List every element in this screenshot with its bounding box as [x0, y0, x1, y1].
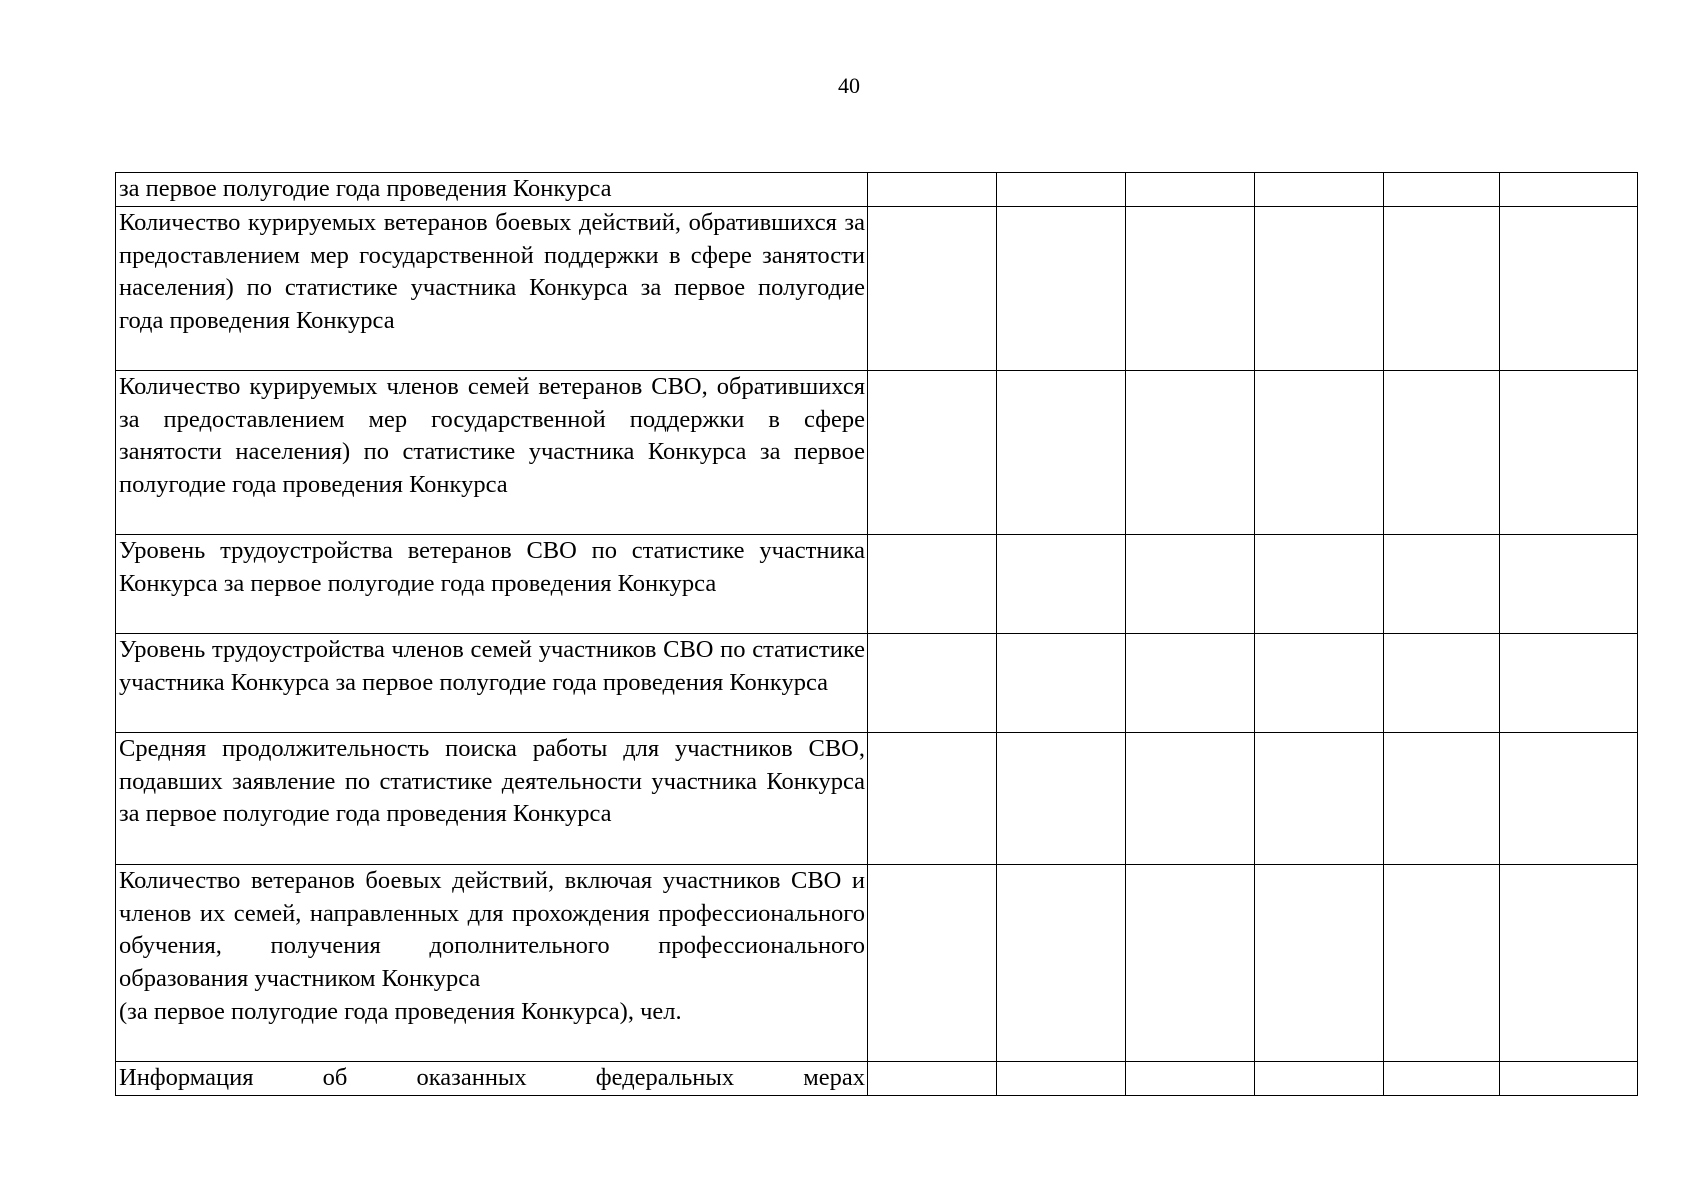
value-cell	[868, 634, 997, 733]
value-cell	[997, 173, 1126, 207]
value-cell	[1126, 535, 1255, 634]
value-cell	[1384, 1062, 1500, 1096]
value-cell	[1126, 733, 1255, 865]
table-row	[116, 173, 1638, 207]
value-cell	[868, 865, 997, 1062]
indicator-cell	[116, 733, 868, 865]
value-cell	[997, 1062, 1126, 1096]
value-cell	[997, 535, 1126, 634]
value-cell	[997, 865, 1126, 1062]
indicator-cell	[116, 1062, 868, 1096]
value-cell	[1500, 733, 1638, 865]
indicator-cell	[116, 207, 868, 371]
indicator-text: за первое полугодие года проведения Конкурса	[119, 175, 612, 202]
value-cell	[1255, 173, 1384, 207]
value-cell	[997, 733, 1126, 865]
value-cell	[1384, 371, 1500, 535]
value-cell	[1500, 1062, 1638, 1096]
indicator-text: Уровень трудоустройства членов семей участников СВО по статистике участника Конкурса за первое полугодие года проведения Конкурса	[119, 636, 865, 696]
table-row	[116, 865, 1638, 1062]
indicator-cell	[116, 173, 868, 207]
indicator-text: Количество ветеранов боевых действий, включая участников СВО и членов их семей, направленных для прохождения профессионального обучения, получения дополнительного профессионального образования участником Конкурса	[119, 867, 865, 993]
value-cell	[997, 634, 1126, 733]
value-cell	[1500, 865, 1638, 1062]
value-cell	[1255, 535, 1384, 634]
value-cell	[868, 535, 997, 634]
value-cell	[1500, 207, 1638, 371]
indicator-cell	[116, 535, 868, 634]
value-cell	[1500, 634, 1638, 733]
value-cell	[1384, 173, 1500, 207]
table-row	[116, 207, 1638, 371]
value-cell	[997, 207, 1126, 371]
table-row	[116, 535, 1638, 634]
table-row	[116, 1062, 1638, 1096]
indicator-text: Средняя продолжительность поиска работы для участников СВО, подавших заявление по статистике деятельности участника Конкурса за первое полугодие года проведения Конкурса	[119, 735, 865, 828]
indicator-text: Информация об оказанных федеральных мерах	[119, 1064, 865, 1091]
table-row	[116, 634, 1638, 733]
value-cell	[997, 371, 1126, 535]
value-cell	[1384, 634, 1500, 733]
value-cell	[1500, 371, 1638, 535]
value-cell	[1126, 173, 1255, 207]
report-table	[115, 172, 1638, 1096]
value-cell	[1126, 207, 1255, 371]
value-cell	[1255, 371, 1384, 535]
value-cell	[1255, 1062, 1384, 1096]
indicator-text: Уровень трудоустройства ветеранов СВО по статистике участника Конкурса за первое полугодие года проведения Конкурса	[119, 537, 865, 597]
indicator-text: Количество курируемых ветеранов боевых действий, обратившихся за предоставлением мер государственной поддержки в сфере занятости населения) по статистике участника Конкурса за первое полугодие года проведения Конкурса	[119, 209, 865, 335]
indicator-cell	[116, 634, 868, 733]
value-cell	[1255, 865, 1384, 1062]
table-row	[116, 733, 1638, 865]
value-cell	[1126, 865, 1255, 1062]
value-cell	[1255, 634, 1384, 733]
indicator-cell	[116, 865, 868, 1062]
table-row	[116, 371, 1638, 535]
indicator-note: (за первое полугодие года проведения Конкурса), чел.	[119, 997, 682, 1025]
value-cell	[1126, 371, 1255, 535]
indicator-text: Количество курируемых членов семей ветеранов СВО, обратившихся за предоставлением мер государственной поддержки в сфере занятости населения) по статистике участника Конкурса за первое полугодие года проведения Конкурса	[119, 373, 865, 499]
indicator-cell	[116, 371, 868, 535]
value-cell	[868, 733, 997, 865]
value-cell	[1384, 865, 1500, 1062]
value-cell	[1500, 173, 1638, 207]
page-number: 40	[838, 73, 860, 98]
value-cell	[868, 1062, 997, 1096]
value-cell	[1500, 535, 1638, 634]
value-cell	[1384, 733, 1500, 865]
value-cell	[868, 371, 997, 535]
value-cell	[1126, 634, 1255, 733]
value-cell	[1384, 535, 1500, 634]
value-cell	[868, 173, 997, 207]
value-cell	[1255, 207, 1384, 371]
value-cell	[1255, 733, 1384, 865]
value-cell	[1126, 1062, 1255, 1096]
value-cell	[868, 207, 997, 371]
value-cell	[1384, 207, 1500, 371]
